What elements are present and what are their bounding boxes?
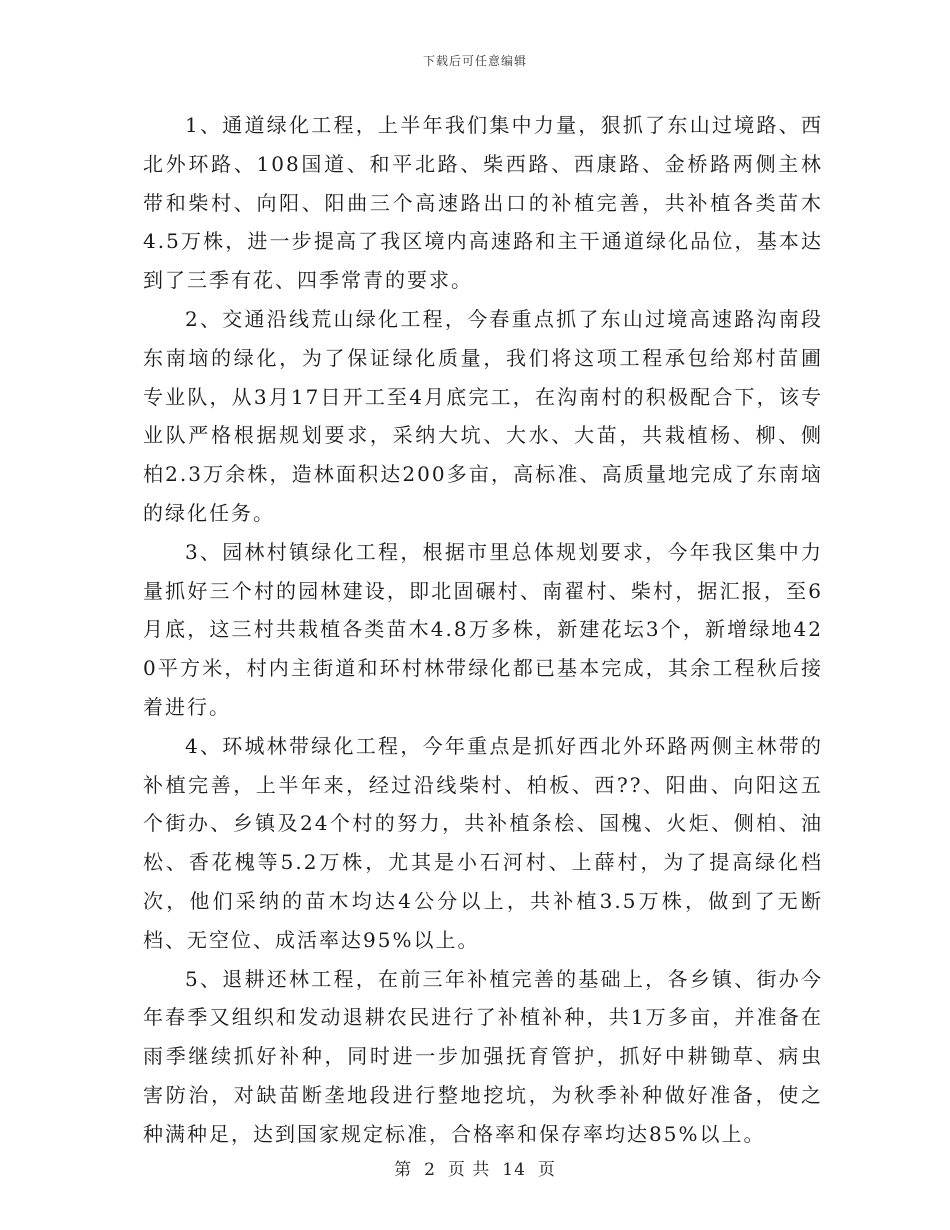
footer-middle: 页 共 xyxy=(447,1160,491,1180)
footer-suffix: 页 xyxy=(537,1160,556,1180)
document-body xyxy=(143,106,823,1154)
header-note: 下载后可任意编辑 xyxy=(422,54,527,68)
paragraph-1: 1、通道绿化工程，上半年我们集中力量，狠抓了东山过境路、西北外环路、108国道、和平北路、柴西路、西康路、金桥路两侧主林带和柴村、向阳、阳曲三个高速路出口的补植完善，共补植各类苗木4.5万株，进一步提高了我区境内高速路和主干通道绿化品位，基本达到了三季有花、四季常青的要求。 xyxy=(143,113,823,293)
paragraph-2: 2、交通沿线荒山绿化工程，今春重点抓了东山过境高速路沟南段东南垴的绿化，为了保证绿化质量，我们将这项工程承包给郑村苗圃专业队，从3月17日开工至4月底完工，在沟南村的积极配合下，该专业队严格根据规划要求，采纳大坑、大水、大苗，共栽植杨、柳、侧柏2.3万余株，造林面积达200多亩，高标准、高质量地完成了东南垴的绿化任务。 xyxy=(143,306,823,525)
footer-total-pages: 14 xyxy=(502,1160,526,1180)
footer-current-page: 2 xyxy=(424,1160,436,1180)
paragraph-4: 4、环城林带绿化工程，今年重点是抓好西北外环路两侧主林带的补植完善，上半年来，经过沿线柴村、柏板、西??、阳曲、向阳这五个街办、乡镇及24个村的努力，共补植条桧、国槐、火炬、侧柏、油松、香花槐等5.2万株，尤其是小石河村、上薛村，为了提高绿化档次，他们采纳的苗木均达4公分以上，共补植3.5万株，做到了无断档、无空位、成活率达95%以上。 xyxy=(143,733,823,952)
paragraph-3: 3、园林村镇绿化工程，根据市里总体规划要求，今年我区集中力量抓好三个村的园林建设，即北固碾村、南翟村、柴村，据汇报，至6月底，这三村共栽植各类苗木4.8万多株，新建花坛3个，新增绿地420平方米，村内主街道和环村林带绿化都已基本完成，其余工程秋后接着进行。 xyxy=(143,539,823,719)
page-footer xyxy=(0,1155,950,1180)
paragraph-5: 5、退耕还林工程，在前三年补植完善的基础上，各乡镇、街办今年春季又组织和发动退耕农民进行了补植补种，共1万多亩，并准备在雨季继续抓好补种，同时进一步加强抚育管护，抓好中耕锄草、病虫害防治，对缺苗断垄地段进行整地挖坑，为秋季补种做好准备，使之种满种足，达到国家规定标准，合格率和保存率均达85%以上。 xyxy=(143,966,823,1146)
footer-prefix: 第 xyxy=(394,1160,413,1180)
